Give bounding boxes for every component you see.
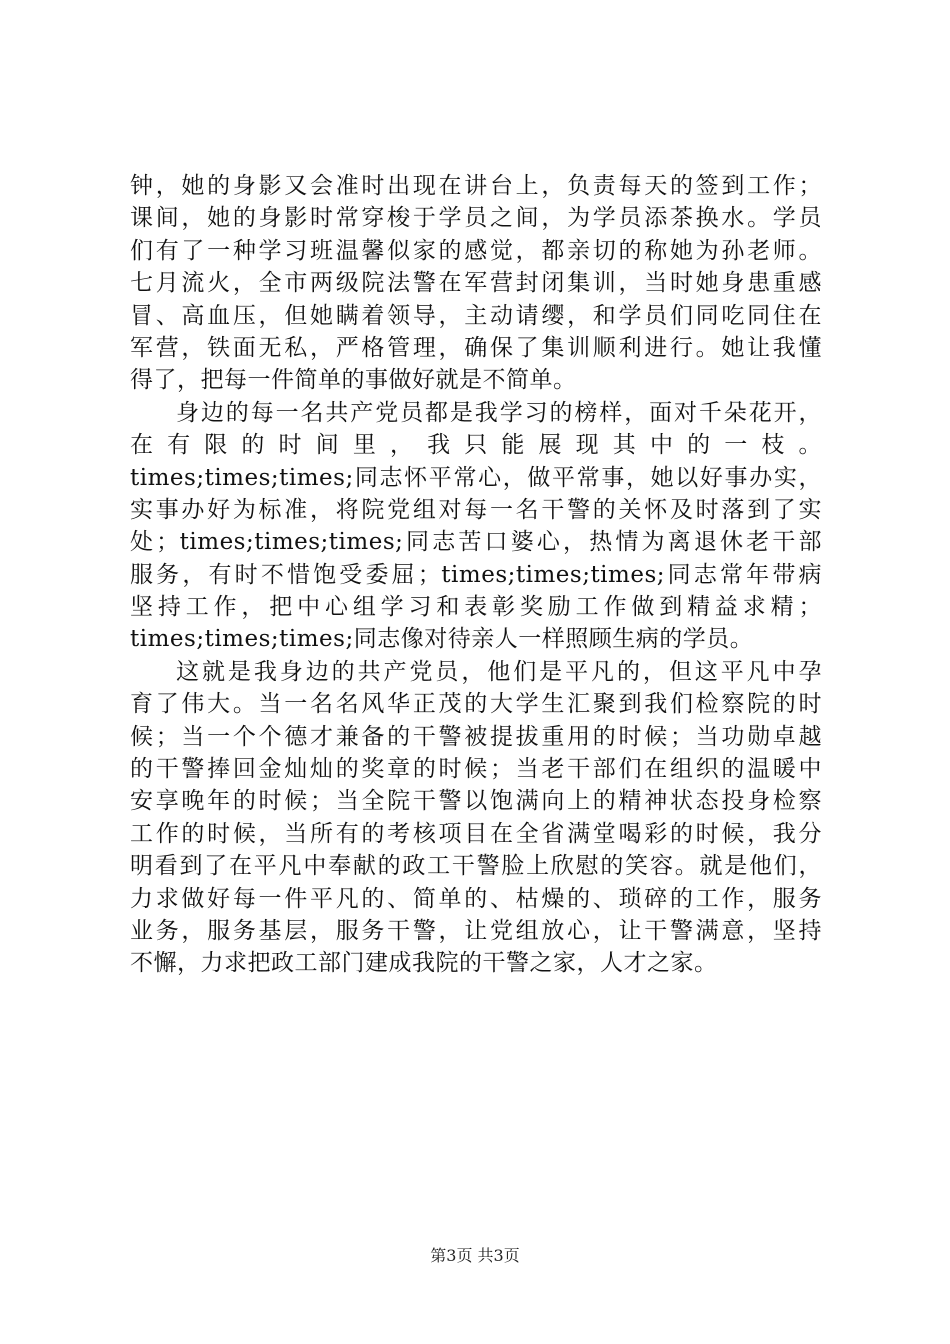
text-line: 不懈，力求把政工部门建成我院的干警之家，人才之家。 [130, 950, 718, 977]
text-line: 们有了一种学习班温馨似家的感觉，都亲切的称她为孙老师。 [130, 237, 822, 264]
text-line: times;times;times;同志像对待亲人一样照顾生病的学员。 [130, 626, 754, 653]
text-line: 服务，有时不惜饱受委屈；times;times;times;同志常年带病 [130, 561, 822, 588]
text-line: 明看到了在平凡中奉献的政工干警脸上欣慰的笑容。就是他们， [130, 853, 822, 880]
text-line: 力求做好每一件平凡的、简单的、枯燥的、琐碎的工作，服务 [130, 885, 822, 912]
text-line: 得了，把每一件简单的事做好就是不简单。 [130, 367, 577, 394]
text-line: 处；times;times;times;同志苦口婆心，热情为离退休老干部 [130, 529, 822, 556]
text-line: 在有限的时间里，我只能展现其中的一枝。 [130, 432, 822, 459]
text-line: 七月流火，全市两级院法警在军营封闭集训，当时她身患重感 [130, 270, 822, 297]
text-line: 业务，服务基层，服务干警，让党组放心，让干警满意，坚持 [130, 917, 822, 944]
text-line: 安享晚年的时候；当全院干警以饱满向上的精神状态投身检察 [130, 788, 822, 815]
page-number-footer: 第3页 共3页 [430, 1246, 520, 1265]
paragraph-start-line: 身边的每一名共产党员都是我学习的榜样，面对千朵花开， [176, 399, 822, 426]
text-line: 工作的时候，当所有的考核项目在全省满堂喝彩的时候，我分 [130, 820, 822, 847]
text-line: 候；当一个个德才兼备的干警被提拔重用的时候；当功勋卓越 [130, 723, 822, 750]
text-line: 军营，铁面无私，严格管理，确保了集训顺利进行。她让我懂 [130, 334, 822, 361]
paragraph-start-line: 这就是我身边的共产党员，他们是平凡的，但这平凡中孕 [176, 658, 822, 685]
body-text [130, 170, 822, 980]
text-line: 课间，她的身影时常穿梭于学员之间，为学员添茶换水。学员 [130, 205, 822, 232]
text-line: times;times;times;同志怀平常心，做平常事，她以好事办实， [130, 464, 822, 491]
text-line: 育了伟大。当一名名风华正茂的大学生汇聚到我们检察院的时 [130, 691, 822, 718]
text-line: 钟，她的身影又会准时出现在讲台上，负责每天的签到工作； [130, 173, 822, 199]
text-line: 冒、高血压，但她瞒着领导，主动请缨，和学员们同吃同住在 [130, 302, 822, 329]
text-line: 的干警捧回金灿灿的奖章的时候；当老干部们在组织的温暖中 [130, 756, 822, 783]
text-line: 实事办好为标准，将院党组对每一名干警的关怀及时落到了实 [130, 496, 822, 523]
text-line: 坚持工作，把中心组学习和表彰奖励工作做到精益求精； [130, 594, 822, 621]
